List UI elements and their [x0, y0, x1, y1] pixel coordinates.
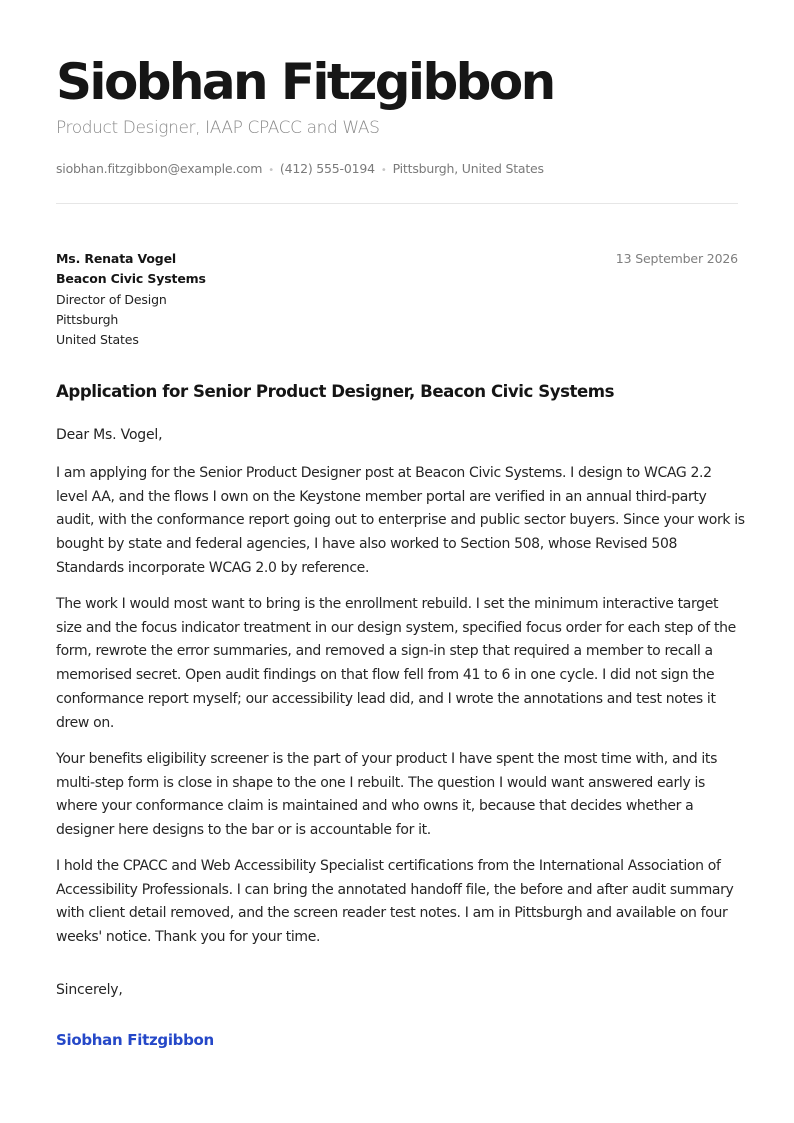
contact-separator: •: [380, 165, 387, 176]
recipient-name: Ms. Renata Vogel: [56, 251, 177, 266]
recipient-company: Beacon Civic Systems: [56, 271, 206, 287]
sender-name: Siobhan Fitzgibbon: [56, 53, 554, 111]
closing: Sincerely,: [56, 982, 123, 998]
contact-email[interactable]: siobhan.fitzgibbon@example.com: [56, 161, 263, 176]
header-divider: [56, 203, 738, 204]
recipient-role: Director of Design: [56, 291, 167, 307]
body-paragraph: I hold the CPACC and Web Accessibility Specialist certifications from the International Association of Accessibility Professionals. I can bring the annotated handoff file, the before and after audit summary with client detail removed, and the screen reader test notes. I am in Pittsburgh and available on four weeks' notice. Thank you for your time.: [56, 858, 734, 946]
contact-line: [56, 161, 544, 176]
recipient-city: Pittsburgh: [56, 311, 119, 327]
contact-separator: •: [268, 165, 274, 176]
letter-subject: Application for Senior Product Designer, Beacon Civic Systems: [56, 382, 615, 401]
recipient-country: United States: [56, 332, 139, 348]
body-paragraph: The work I would most want to bring is the enrollment rebuild. I set the minimum interactive target size and the focus indicator treatment in our design system, specified focus order for each step of the form, rewrote the error summaries, and removed a sign-in step that required a member to recall a memorised secret. Open audit findings on that flow fell from 41 to 6 in one cycle. I did not sign the conformance report myself; our accessibility lead did, and I wrote the annotations and test notes it drew on.: [56, 596, 736, 731]
body-paragraph: Your benefits eligibility screener is the part of your product I have spent the most time with, and its multi-step form is close in shape to the one I rebuilt. The question I would want answered early is where your conformance claim is maintained and who owns it, because that decides whether a designer here designs to the bar or is accountable for it.: [56, 751, 718, 839]
recipient-block: [56, 249, 206, 350]
contact-phone[interactable]: (412) 555-0194: [279, 161, 375, 176]
body-paragraph: I am applying for the Senior Product Designer post at Beacon Civic Systems. I design to WCAG 2.2 level AA, and the flows I own on the Keystone member portal are verified in an annual third-party audit, with the conformance report going out to enterprise and public sector buyers. Since your work is bought by state and federal agencies, I have also worked to Section 508, whose Revised 508 Standards incorporate WCAG 2.0 by reference.: [56, 465, 745, 576]
sender-title: Product Designer, IAAP CPACC and WAS: [56, 118, 380, 138]
contact-location: Pittsburgh, United States: [392, 161, 544, 176]
letter-date: 13 September 2026: [615, 251, 738, 266]
salutation: Dear Ms. Vogel,: [56, 427, 163, 443]
signature: Siobhan Fitzgibbon: [56, 1031, 214, 1049]
